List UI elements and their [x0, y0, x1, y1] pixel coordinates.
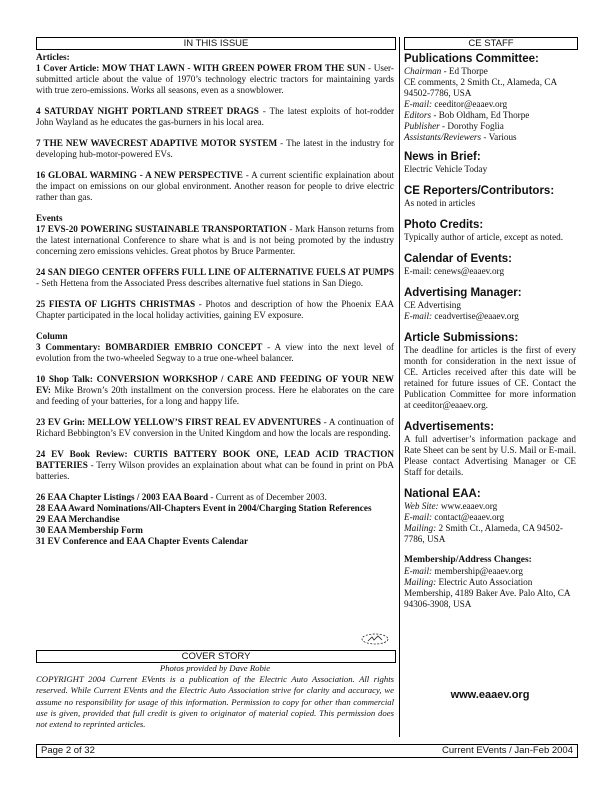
- entry-description: - A view into the next level of evolution from the two-wheeled Segway to a true one-wheel balancer.: [36, 342, 394, 363]
- contents-entry[interactable]: [36, 170, 394, 203]
- entry-title: 29 EAA Merchandise: [36, 514, 120, 524]
- staff-column: [404, 52, 576, 619]
- contents-entry[interactable]: [36, 138, 394, 160]
- mailing-address: 2 Smith Ct., Alameda, CA 94502-7786, USA: [404, 523, 563, 544]
- page-number: Page 2 of 32: [41, 745, 95, 756]
- entry-title: 3 Commentary: BOMBARDIER EMBRIO CONCEPT: [36, 342, 263, 352]
- entry-description: - Current as of December 2003.: [208, 492, 327, 502]
- entry-description: Mike Brown’s 20th installment on the conversion process. Here he elaborates on the care and feeding of your batteries, for a long and happy life.: [36, 385, 394, 406]
- entry-title: 4 SATURDAY NIGHT PORTLAND STREET DRAGS: [36, 106, 259, 116]
- membership-email-label: E-mail:: [404, 566, 433, 576]
- entry-spacer: [36, 439, 394, 449]
- contents-entry[interactable]: [36, 342, 394, 364]
- adv-email-label: E-mail:: [404, 311, 433, 321]
- news-in-brief-text: Electric Vehicle Today: [404, 164, 488, 174]
- entry-spacer: [36, 203, 394, 213]
- calendar-title: Calendar of Events:: [404, 253, 512, 265]
- membership-mailing-address: Electric Auto Association Membership, 4189 Baker Ave. Palo Alto, CA 94306-3908, USA: [404, 577, 570, 609]
- contents-entry[interactable]: [36, 224, 394, 257]
- entry-description: - Terry Wilson provides an explaination about what can be found in print on PbA batteries.: [36, 460, 394, 481]
- entry-description: - A continuation of Richard Bebbington’s EV conversion in the United Kingdom and how the locals are responding.: [36, 417, 394, 438]
- chairman-label: Chairman: [404, 66, 442, 76]
- cover-story-header: COVER STORY: [36, 650, 396, 663]
- contents-entry[interactable]: [36, 63, 394, 96]
- reporters-text: As noted in articles: [404, 198, 476, 208]
- entry-title: 24 EV Book Review: CURTIS BATTERY BOOK ONE, LEAD ACID TRACTION BATTERIES: [36, 449, 394, 470]
- page-footer: [36, 744, 578, 758]
- photo-credits-title: Photo Credits:: [404, 219, 484, 231]
- column-divider: [399, 37, 400, 737]
- entry-spacer: [36, 364, 394, 374]
- entry-spacer: [36, 482, 394, 492]
- entry-spacer: [36, 321, 394, 331]
- articles-label: Articles:: [36, 52, 70, 62]
- entry-spacer: [36, 289, 394, 299]
- publisher-name: - Dorothy Foglia: [439, 121, 504, 131]
- entry-title: 7 THE NEW WAVECREST ADAPTIVE MOTOR SYSTEM: [36, 138, 278, 148]
- mailing-label: Mailing:: [404, 523, 437, 533]
- contents-entry[interactable]: [36, 374, 394, 407]
- contents-entry[interactable]: [36, 514, 394, 525]
- assistants-names: - Various: [481, 132, 517, 142]
- membership-email[interactable]: membership@eaaev.org: [432, 566, 523, 576]
- membership-mailing-label: Mailing:: [404, 577, 437, 587]
- membership-title: Membership/Address Changes:: [404, 555, 532, 565]
- entry-spacer: [36, 257, 394, 267]
- entry-title: 1 Cover Article: MOW THAT LAWN - WITH GREEN POWER FROM THE SUN: [36, 63, 366, 73]
- listings-list: [36, 492, 394, 547]
- copyright-notice: COPYRIGHT 2004 Current EVents is a publication of the Electric Auto Association. All rights reserved. While Current EVents and the Electric Auto Association strive for clarity and accuracy, we assume no responsibility for usage of this information. Permission to copy for other than commercial use is given, provided that full credit is given to originator of material copied. This permission does not extend to reprinted articles.: [36, 674, 394, 730]
- news-in-brief-title: News in Brief:: [404, 151, 481, 163]
- national-eaa-title: National EAA:: [404, 488, 481, 500]
- adv-email[interactable]: ceadvertise@eaaev.org: [432, 311, 519, 321]
- contents-entry[interactable]: [36, 106, 394, 128]
- contents-entry[interactable]: [36, 267, 394, 289]
- events-label: Events: [36, 213, 63, 223]
- contents-entry[interactable]: [36, 449, 394, 482]
- entry-title: 28 EAA Award Nominations/All-Chapters Event in 2004/Charging Station References: [36, 503, 372, 513]
- entry-spacer: [36, 160, 394, 170]
- entry-description: - The latest exploits of hot-rodder John Wayland as he educates the gas-burners in his local area.: [36, 106, 395, 127]
- editors-names: - Bob Oldham, Ed Thorpe: [431, 110, 530, 120]
- entry-spacer: [36, 96, 394, 106]
- web-site-link[interactable]: www.eaaev.org: [438, 501, 498, 511]
- contents-entry[interactable]: [36, 417, 394, 439]
- contents-entry[interactable]: [36, 503, 394, 514]
- entry-title: 26 EAA Chapter Listings / 2003 EAA Board: [36, 492, 209, 502]
- assistants-label: Assistants/Reviewers: [404, 132, 482, 142]
- photo-credit: Photos provided by Dave Robie: [159, 663, 271, 673]
- entry-title: 25 FIESTA OF LIGHTS CHRISTMAS: [36, 299, 196, 309]
- entry-title: 17 EVS-20 POWERING SUSTAINABLE TRANSPORTATION: [36, 224, 287, 234]
- photo-credits-text: Typically author of article, except as noted.: [404, 232, 564, 242]
- issue-date: Current EVents / Jan-Feb 2004: [442, 745, 573, 756]
- advertising-name: CE Advertising: [404, 300, 461, 310]
- entry-title: 30 EAA Membership Form: [36, 525, 143, 535]
- entry-title: 24 SAN DIEGO CENTER OFFERS FULL LINE OF ALTERNATIVE FUELS AT PUMPS: [36, 267, 394, 277]
- entry-spacer: [36, 128, 394, 138]
- chairman-name: - Ed Thorpe: [441, 66, 488, 76]
- national-email-label: E-mail:: [404, 512, 433, 522]
- entry-description: - A current scientific explaination about the impact on emissions on our global environment. Another reason for people to drive electric rather than gas.: [36, 170, 394, 202]
- articles-list: [36, 63, 394, 213]
- entry-title: 16 GLOBAL WARMING - A NEW PERSPECTIVE: [36, 170, 243, 180]
- entry-title: 23 EV Grin: MELLOW YELLOW’S FIRST REAL EV ADVENTURES: [36, 417, 321, 427]
- contents-entry[interactable]: [36, 525, 394, 536]
- entry-description: - User-submitted article about the value of 1970’s technology electric tractors for maintaining yards with true zero-emissions. Works all seasons, even as a snowblower.: [36, 63, 394, 95]
- events-list: [36, 224, 394, 331]
- publisher-label: Publisher: [404, 121, 440, 131]
- entry-title: 10 Shop Talk: CONVERSION WORKSHOP / CARE AND FEEDING OF YOUR NEW EV:: [36, 374, 394, 395]
- national-email[interactable]: contact@eaaev.org: [432, 512, 505, 522]
- ce-staff-header: CE STAFF: [404, 37, 578, 50]
- advertising-manager-title: Advertising Manager:: [404, 287, 522, 299]
- editor-email[interactable]: ceeditor@eaaev.org: [432, 99, 508, 109]
- entry-title: 31 EV Conference and EAA Chapter Events Calendar: [36, 536, 249, 546]
- ce-comments-address: CE comments, 2 Smith Ct., Alameda, CA 94502-7786, USA: [404, 77, 557, 98]
- web-label: Web Site:: [404, 501, 439, 511]
- ev-logo-icon: [360, 632, 390, 646]
- advertisements-text: A full advertiser’s information package and Rate Sheet can be sent by U.S. Mail or E-mail. Please contact Advertising Manager or CE Staff for details.: [404, 434, 576, 477]
- calendar-email[interactable]: E-mail: cenews@eaaev.org: [404, 266, 505, 276]
- entry-description: - The latest in the industry for developing hub-motor-powered EVs.: [36, 138, 394, 159]
- entry-spacer: [36, 407, 394, 417]
- article-submissions-title: Article Submissions:: [404, 332, 519, 344]
- reporters-title: CE Reporters/Contributors:: [404, 185, 555, 197]
- entry-description: - Mark Hanson returns from the latest international Conference to share what is and is not being promoted by the industry concerning zero emissions vehicles. Great photos by Bruce Parmenter.: [36, 224, 394, 256]
- article-submissions-text: The deadline for articles is the first of every month for consideration in the next issue of CE. Articles received after this date will be retained for future issues of CE. Contact the Publication Committee for more information at ceeditor@eaaev.org.: [404, 345, 576, 410]
- advertisements-title: Advertisements:: [404, 421, 495, 433]
- contents-column: [36, 52, 394, 547]
- cover-story-text: [36, 663, 394, 730]
- contents-entry[interactable]: [36, 492, 394, 503]
- contents-entry[interactable]: [36, 299, 394, 321]
- publications-committee-title: Publications Committee:: [404, 53, 539, 65]
- column-label: Column: [36, 331, 68, 341]
- email-label: E-mail:: [404, 99, 433, 109]
- entry-description: - Photos and description of how the Phoenix EAA Chapter participated in the local holiday activities, gaining EV exposure.: [36, 299, 394, 320]
- in-this-issue-header: IN THIS ISSUE: [36, 37, 396, 50]
- editors-label: Editors: [404, 110, 432, 120]
- contents-entry[interactable]: [36, 536, 394, 547]
- columns-list: [36, 342, 394, 492]
- entry-description: - Seth Hettena from the Associated Press describes alternative fuel stations in San Diego.: [36, 278, 364, 288]
- eaa-website-link[interactable]: www.eaaev.org: [450, 689, 530, 701]
